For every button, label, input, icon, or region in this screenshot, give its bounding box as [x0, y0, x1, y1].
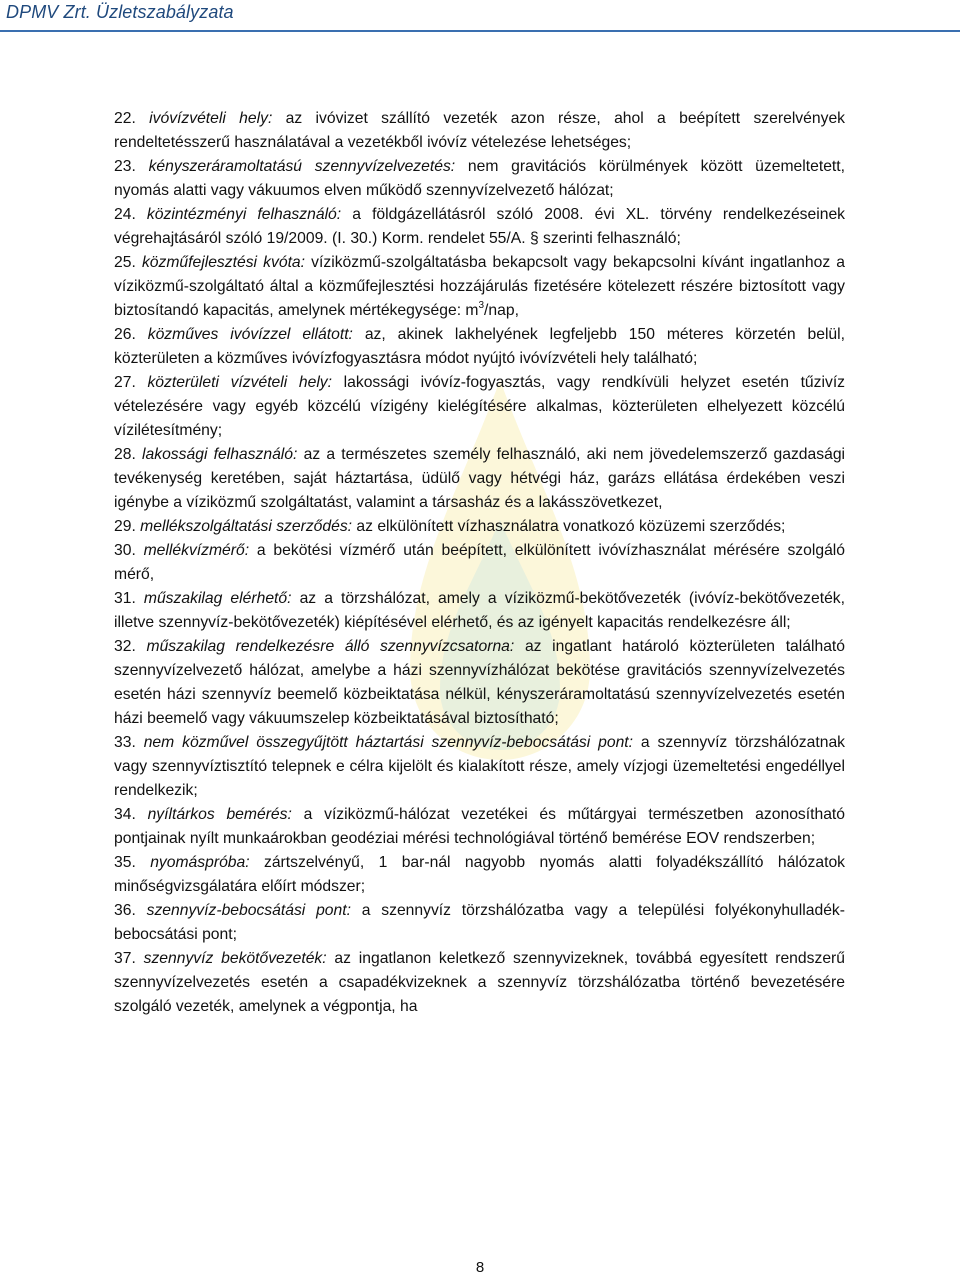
- entry-term: ivóvízvételi hely:: [149, 110, 273, 127]
- entry-text: nem gravitációs körülmények között üzemeltetett, nyomás alatti vagy vákuumos elven működő szennyvízelvezető hálózat;: [114, 158, 845, 199]
- entry-term: lakossági felhasználó:: [142, 446, 298, 463]
- definition-entry: [114, 443, 845, 515]
- entry-number: 26.: [114, 326, 136, 343]
- entry-term: kényszeráramoltatású szennyvízelvezetés:: [148, 158, 456, 175]
- definition-entry: [114, 803, 845, 851]
- entry-number: 29.: [114, 518, 136, 535]
- definition-entry: [114, 203, 845, 251]
- entry-number: 23.: [114, 158, 136, 175]
- document-header-title: DPMV Zrt. Üzletszabályzata: [6, 2, 234, 22]
- entry-text: a bekötési vízmérő után beépített, elkülönített ivóvízhasználat mérésére szolgáló mérő,: [114, 542, 846, 583]
- entry-number: 32.: [114, 638, 136, 655]
- entry-number: 35.: [114, 854, 136, 871]
- entry-text-tail: /nap,: [484, 302, 519, 319]
- entry-text: az ivóvizet szállító vezeték azon része, ahol a beépített szerelvények rendeltetésszerű használatával a vezetékből ivóvíz vételezése lehetséges;: [114, 110, 846, 151]
- entry-text: az elkülönített vízhasználatra vonatkozó közüzemi szerződés;: [356, 518, 786, 535]
- definition-entry: [114, 251, 845, 323]
- definition-entry: [114, 635, 845, 731]
- definition-entry: [114, 587, 845, 635]
- unit-superscript: 3: [478, 300, 485, 311]
- entry-term: mellékszolgáltatási szerződés:: [140, 518, 353, 535]
- entry-number: 37.: [114, 950, 136, 967]
- entry-text: az a természetes személy felhasználó, aki nem jövedelemszerző gazdasági tevékenység keretében, saját háztartása, üdülő vagy hétvégi ház, garázs ellátása érdekében veszi igénybe a víziközmű szolgáltatást, valamint a társasház és a lakásszövetkezet,: [114, 446, 846, 511]
- definition-entry: [114, 323, 845, 371]
- entry-term: közintézményi felhasználó:: [146, 206, 342, 223]
- entry-term: nem közművel összegyűjtött háztartási szennyvíz-bebocsátási pont:: [143, 734, 634, 751]
- entry-text: az ingatlant határoló közterületen található szennyvízelvezető hálózat, amelybe a házi szennyvízhálózat bekötése gravitációs szennyvízelvezetés esetén házi szennyvíz beemelő közbeiktatása nélkül, kényszeráramoltatású szennyvízelvezetés esetén házi beemelő vagy vákuumszelep közbeiktatásával biztosítható;: [114, 638, 846, 727]
- definition-entry: [114, 947, 845, 1019]
- definition-entry: [114, 371, 845, 443]
- entry-text: az ingatlanon keletkező szennyvizeknek, továbbá egyesített rendszerű szennyvízelvezetés esetén a csapadékvizeknek a szennyvíz törzshálózatba történő bevezetésére szolgáló vezeték, amelynek a végpontja, ha: [114, 950, 845, 1015]
- definition-entry: [114, 731, 845, 803]
- entry-term: műszakilag elérhető:: [143, 590, 292, 607]
- page-number: 8: [475, 1259, 485, 1276]
- entry-number: 25.: [114, 254, 136, 271]
- entry-text: a szennyvíz törzshálózatnak vagy szennyvíztisztító telepnek e célra kijelölt és kialakított része, amely vízjogi üzemeltetési engedéllyel rendelkezik;: [114, 734, 846, 799]
- definition-entry: [114, 851, 845, 899]
- entry-number: 24.: [114, 206, 136, 223]
- entry-text: az, akinek lakhelyének legfeljebb 150 méteres körzetén belül, közterületen a közműves ivóvízfogyasztásra módot nyújtó ivóvízvételi hely található;: [114, 326, 846, 367]
- entry-number: 33.: [114, 734, 136, 751]
- entry-term: műszakilag rendelkezésre álló szennyvízcsatorna:: [146, 638, 515, 655]
- header-divider: [0, 30, 960, 32]
- entry-number: 30.: [114, 542, 136, 559]
- entry-text: víziközmű-szolgáltatásba bekapcsolt vagy bekapcsolni kívánt ingatlanhoz a víziközmű-szolgáltató által a közműfejlesztési hozzájárulás fizetésére kötelezett részére biztosított vagy biztosítandó kapacitás, amelynek mértékegysége: m: [114, 254, 846, 319]
- entry-term: szennyvíz-bebocsátási pont:: [146, 902, 351, 919]
- entry-text: a földgázellátásról szóló 2008. évi XL. törvény rendelkezéseinek végrehajtásáról szóló 19/2009. (I. 30.) Korm. rendelet 55/A. § szerinti felhasználó;: [114, 206, 846, 247]
- entry-text: az a törzshálózat, amely a víziközmű-bekötővezeték (ivóvíz-bekötővezeték, illetve szennyvíz-bekötővezeték) kiépítésével elérhető, és az igényelt kapacitás rendelkezésre áll;: [114, 590, 845, 631]
- definition-entry: [114, 899, 845, 947]
- entry-number: 28.: [114, 446, 136, 463]
- definition-entry: [114, 155, 845, 203]
- entry-number: 22.: [114, 110, 136, 127]
- entry-term: közműfejlesztési kvóta:: [141, 254, 306, 271]
- entry-term: nyíltárkos bemérés:: [147, 806, 292, 823]
- entry-number: 36.: [114, 902, 136, 919]
- entry-term: szennyvíz bekötővezeték:: [143, 950, 327, 967]
- definition-entry: [114, 107, 845, 155]
- entry-text: zártszelvényű, 1 bar-nál nagyobb nyomás alatti folyadékszállító hálózatok minőségvizsgálatára előírt módszer;: [114, 854, 846, 895]
- entry-text: lakossági ivóvíz-fogyasztás, vagy rendkívüli helyzet esetén tűzivíz vételezésére vagy egyéb közcélú vízigény kielégítésére alkalmas, közterületen elhelyezett közcélú vízilétesítmény;: [114, 374, 846, 439]
- entry-number: 27.: [114, 374, 136, 391]
- entry-term: közműves ivóvízzel ellátott:: [147, 326, 353, 343]
- entry-term: közterületi vízvételi hely:: [147, 374, 333, 391]
- entry-text: a víziközmű-hálózat vezetékei és műtárgyai természetben azonosítható pontjainak nyílt munkaárokban geodéziai mérési technológiával történő bemérése EOV rendszerben;: [114, 806, 846, 847]
- definitions-list: [114, 107, 845, 1019]
- entry-number: 31.: [114, 590, 136, 607]
- definition-entry: [114, 515, 845, 539]
- definition-entry: [114, 539, 845, 587]
- entry-number: 34.: [114, 806, 136, 823]
- entry-text: a szennyvíz törzshálózatba vagy a települési folyékonyhulladék-bebocsátási pont;: [114, 902, 845, 943]
- entry-term: mellékvízmérő:: [143, 542, 250, 559]
- entry-term: nyomáspróba:: [150, 854, 250, 871]
